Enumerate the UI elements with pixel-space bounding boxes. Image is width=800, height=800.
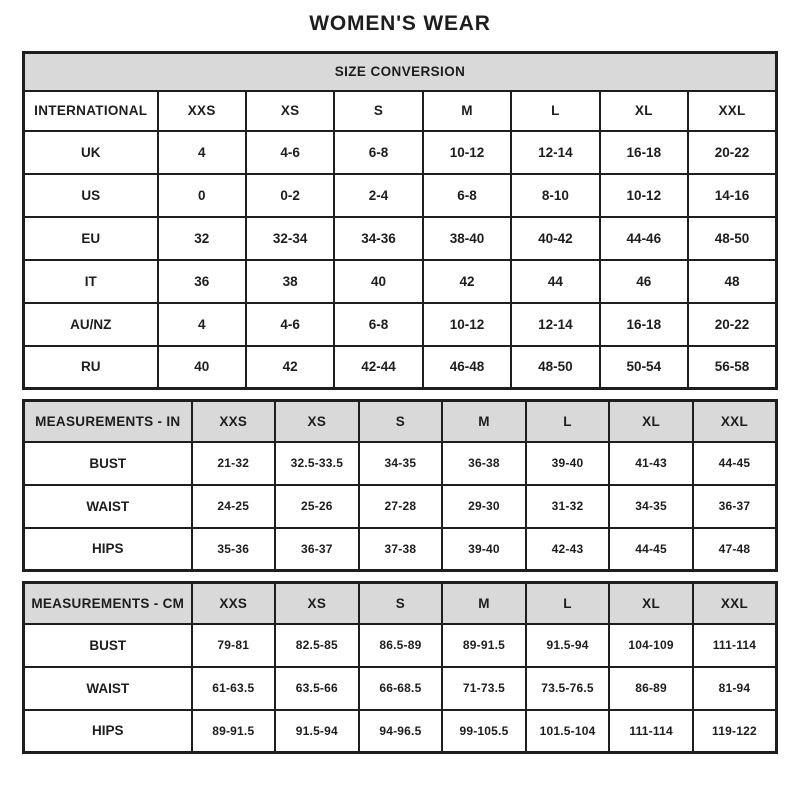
table-cell: 8-10: [511, 174, 599, 217]
table-row: [24, 131, 777, 174]
table-cell: 66-68.5: [359, 667, 443, 710]
column-header: M: [442, 583, 526, 624]
column-header: XXS: [192, 401, 276, 442]
row-label: EU: [24, 217, 158, 260]
table-cell: 73.5-76.5: [526, 667, 610, 710]
row-label: UK: [24, 131, 158, 174]
table-cell: 4: [158, 131, 246, 174]
column-header: XL: [609, 401, 693, 442]
table-cell: 10-12: [423, 131, 511, 174]
row-label: HIPS: [24, 528, 192, 571]
table-cell: 94-96.5: [359, 710, 443, 753]
table-cell: 101.5-104: [526, 710, 610, 753]
table-cell: 2-4: [334, 174, 422, 217]
column-header: XL: [609, 583, 693, 624]
column-header: XS: [246, 91, 334, 131]
table-cell: 14-16: [688, 174, 776, 217]
column-header: XXL: [688, 91, 776, 131]
table-cell: 47-48: [693, 528, 777, 571]
table-cell: 32.5-33.5: [275, 442, 359, 485]
table-cell: 20-22: [688, 131, 776, 174]
column-header: L: [526, 583, 610, 624]
table-cell: 29-30: [442, 485, 526, 528]
table-cell: 42-43: [526, 528, 610, 571]
table-cell: 16-18: [600, 303, 688, 346]
table-cell: 79-81: [192, 624, 276, 667]
column-header: XXS: [192, 583, 276, 624]
table-cell: 89-91.5: [442, 624, 526, 667]
column-header: XL: [600, 91, 688, 131]
table-cell: 104-109: [609, 624, 693, 667]
table-cell: 41-43: [609, 442, 693, 485]
table-cell: 48: [688, 260, 776, 303]
table-cell: 10-12: [600, 174, 688, 217]
table-cell: 44-46: [600, 217, 688, 260]
header-row: [24, 401, 777, 442]
column-header: S: [334, 91, 422, 131]
table-cell: 10-12: [423, 303, 511, 346]
table-cell: 39-40: [442, 528, 526, 571]
header-row: [24, 583, 777, 624]
table-cell: 91.5-94: [526, 624, 610, 667]
table-cell: 32: [158, 217, 246, 260]
header-row: [24, 91, 777, 131]
row-label: WAIST: [24, 667, 192, 710]
corner-header: INTERNATIONAL: [24, 91, 158, 131]
table-cell: 4: [158, 303, 246, 346]
table-cell: 6-8: [334, 131, 422, 174]
table-cell: 21-32: [192, 442, 276, 485]
column-header: XXS: [158, 91, 246, 131]
table-cell: 37-38: [359, 528, 443, 571]
table-cell: 48-50: [688, 217, 776, 260]
row-label: BUST: [24, 624, 192, 667]
table-cell: 36-37: [275, 528, 359, 571]
table-row: [24, 260, 777, 303]
table-cell: 99-105.5: [442, 710, 526, 753]
table-cell: 44-45: [609, 528, 693, 571]
table-cell: 6-8: [334, 303, 422, 346]
table-cell: 44-45: [693, 442, 777, 485]
table-cell: 20-22: [688, 303, 776, 346]
column-header: XXL: [693, 401, 777, 442]
table-cell: 91.5-94: [275, 710, 359, 753]
table-cell: 46-48: [423, 346, 511, 389]
table-row: [24, 442, 777, 485]
table-cell: 36: [158, 260, 246, 303]
row-label: RU: [24, 346, 158, 389]
row-label: US: [24, 174, 158, 217]
table-cell: 4-6: [246, 131, 334, 174]
table-row: [24, 485, 777, 528]
column-header: XS: [275, 401, 359, 442]
table-cell: 61-63.5: [192, 667, 276, 710]
table-cell: 89-91.5: [192, 710, 276, 753]
table-cell: 44: [511, 260, 599, 303]
row-label: HIPS: [24, 710, 192, 753]
table-cell: 56-58: [688, 346, 776, 389]
table-cell: 0: [158, 174, 246, 217]
column-header: L: [526, 401, 610, 442]
column-header: L: [511, 91, 599, 131]
table-cell: 40: [334, 260, 422, 303]
table-cell: 42-44: [334, 346, 422, 389]
table-cell: 39-40: [526, 442, 610, 485]
row-label: AU/NZ: [24, 303, 158, 346]
table-cell: 0-2: [246, 174, 334, 217]
table-cell: 38: [246, 260, 334, 303]
table-cell: 50-54: [600, 346, 688, 389]
table-cell: 48-50: [511, 346, 599, 389]
table-row: [24, 303, 777, 346]
table-cell: 40: [158, 346, 246, 389]
table-cell: 24-25: [192, 485, 276, 528]
table-cell: 82.5-85: [275, 624, 359, 667]
table-cell: 12-14: [511, 303, 599, 346]
table-cell: 81-94: [693, 667, 777, 710]
table-cell: 42: [423, 260, 511, 303]
table-cell: 38-40: [423, 217, 511, 260]
table-cell: 32-34: [246, 217, 334, 260]
table-row: [24, 667, 777, 710]
table-cell: 40-42: [511, 217, 599, 260]
page-title: WOMEN'S WEAR: [309, 12, 491, 35]
table-cell: 34-36: [334, 217, 422, 260]
corner-header: MEASUREMENTS - IN: [24, 401, 192, 442]
row-label: IT: [24, 260, 158, 303]
table-row: [24, 710, 777, 753]
table-cell: 71-73.5: [442, 667, 526, 710]
table-cell: 27-28: [359, 485, 443, 528]
table-cell: 4-6: [246, 303, 334, 346]
column-header: S: [359, 401, 443, 442]
column-header: XS: [275, 583, 359, 624]
table-cell: 16-18: [600, 131, 688, 174]
table-cell: 42: [246, 346, 334, 389]
table-title: SIZE CONVERSION: [24, 53, 777, 91]
table-cell: 111-114: [609, 710, 693, 753]
measurements-cm-table: [22, 581, 778, 754]
table-title-row: [24, 53, 777, 91]
size-conversion-table: [22, 51, 778, 390]
table-cell: 36-37: [693, 485, 777, 528]
table-row: [24, 346, 777, 389]
table-cell: 25-26: [275, 485, 359, 528]
column-header: M: [442, 401, 526, 442]
table-cell: 31-32: [526, 485, 610, 528]
column-header: XXL: [693, 583, 777, 624]
row-label: BUST: [24, 442, 192, 485]
table-row: [24, 217, 777, 260]
column-header: M: [423, 91, 511, 131]
row-label: WAIST: [24, 485, 192, 528]
table-cell: 86.5-89: [359, 624, 443, 667]
corner-header: MEASUREMENTS - CM: [24, 583, 192, 624]
table-cell: 34-35: [359, 442, 443, 485]
measurements-in-table: [22, 399, 778, 572]
table-row: [24, 624, 777, 667]
table-cell: 63.5-66: [275, 667, 359, 710]
table-row: [24, 174, 777, 217]
table-cell: 46: [600, 260, 688, 303]
column-header: S: [359, 583, 443, 624]
table-cell: 119-122: [693, 710, 777, 753]
table-cell: 34-35: [609, 485, 693, 528]
table-cell: 12-14: [511, 131, 599, 174]
table-cell: 35-36: [192, 528, 276, 571]
table-cell: 36-38: [442, 442, 526, 485]
table-cell: 6-8: [423, 174, 511, 217]
table-row: [24, 528, 777, 571]
table-cell: 111-114: [693, 624, 777, 667]
table-cell: 86-89: [609, 667, 693, 710]
